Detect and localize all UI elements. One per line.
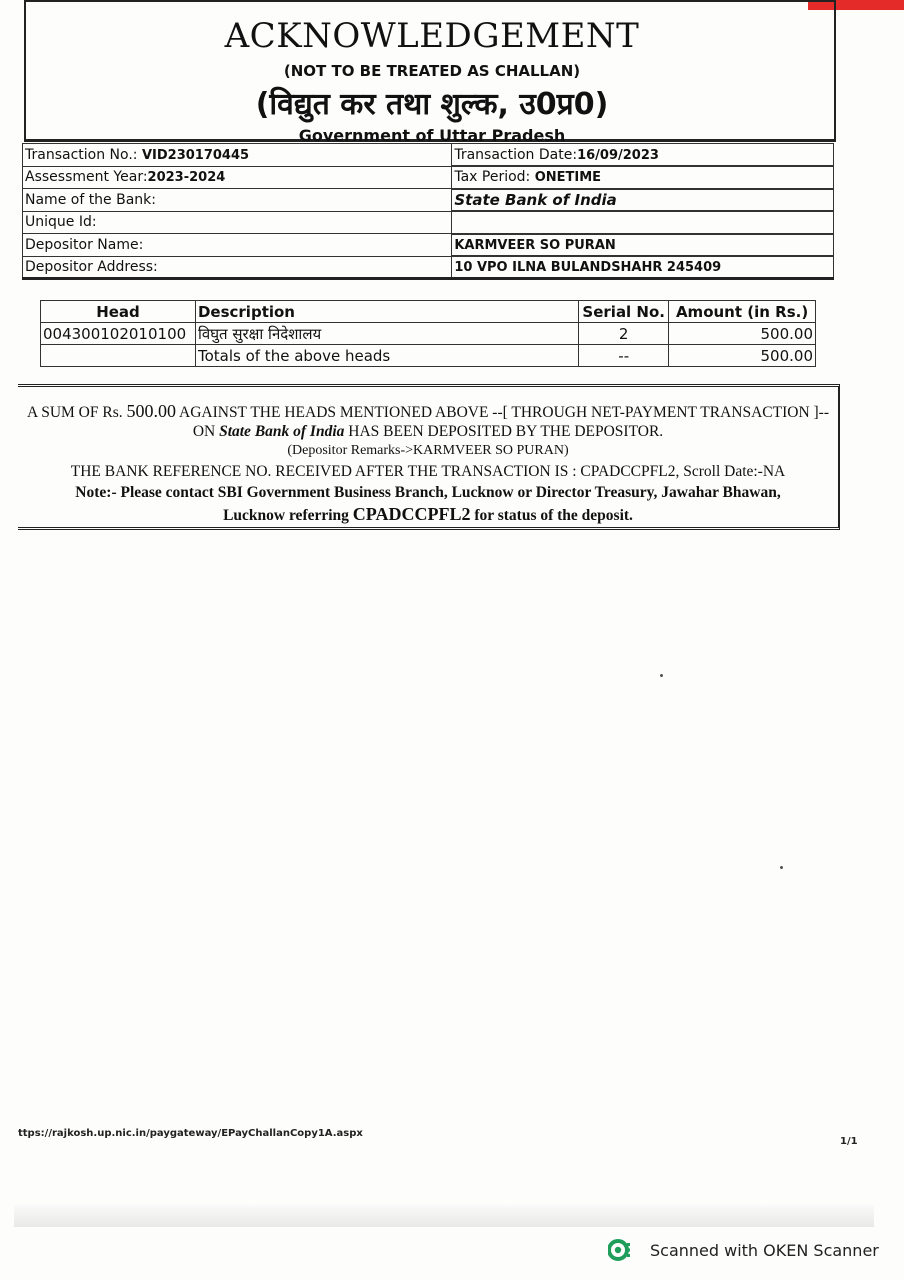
depositor-address-value: 10 VPO ILNA BULANDSHAHR 245409 bbox=[454, 260, 722, 275]
column-header-description: Description bbox=[195, 301, 578, 323]
depositor-name-cell bbox=[23, 234, 452, 257]
hindi-title: (विद्युत कर तथा शुल्क, उ0प्र0) bbox=[255, 87, 609, 122]
summary-bank-reference: THE BANK REFERENCE NO. RECEIVED AFTER THE TRANSACTION IS : CPADCCPFL2, Scroll Date:-NA bbox=[70, 463, 786, 480]
totals-row bbox=[41, 345, 816, 367]
page-number: 1/1 bbox=[840, 1136, 858, 1147]
table-row bbox=[41, 323, 816, 345]
tax-period-cell bbox=[452, 166, 834, 189]
summary-heads-text: AGAINST THE HEADS MENTIONED ABOVE --[ THROUGH NET-PAYMENT TRANSACTION ]-- bbox=[175, 404, 830, 421]
summary-depositor-remarks: (Depositor Remarks->KARMVEER SO PURAN) bbox=[287, 443, 569, 458]
summary-lucknow-text: Lucknow referring bbox=[223, 507, 353, 524]
summary-line-2 bbox=[18, 423, 838, 441]
transaction-no-value: VID230170445 bbox=[141, 147, 250, 163]
summary-note bbox=[18, 484, 838, 502]
depositor-address-value-cell bbox=[452, 256, 834, 279]
scan-speck bbox=[660, 674, 663, 677]
details-row bbox=[23, 256, 834, 279]
totals-serial-cell: -- bbox=[579, 345, 669, 367]
assessment-year-value: 2023-2024 bbox=[147, 170, 226, 186]
depositor-name-label: Depositor Name: bbox=[25, 236, 144, 253]
bank-label: Name of the Bank: bbox=[25, 191, 157, 208]
head-code-cell: 004300102010100 bbox=[41, 323, 196, 345]
summary-note-text: Note:- Please contact SBI Government Business Branch, Lucknow or Director Treasury, Jawahar Bhawan, bbox=[75, 484, 781, 501]
government-name: Government of Uttar Pradesh bbox=[298, 126, 566, 145]
unique-id-cell bbox=[23, 211, 452, 234]
paper-edge-shadow bbox=[14, 1205, 874, 1227]
summary-bank: State Bank of India bbox=[219, 423, 345, 440]
amount-cell: 500.00 bbox=[669, 323, 816, 345]
document-title: ACKNOWLEDGEMENT bbox=[224, 16, 640, 56]
depositor-name-value: KARMVEER SO PURAN bbox=[454, 237, 616, 253]
details-row bbox=[23, 144, 834, 167]
heads-table bbox=[40, 300, 816, 367]
deposit-summary bbox=[18, 384, 840, 530]
heads-header-row bbox=[41, 301, 816, 323]
totals-description-cell: Totals of the above heads bbox=[195, 345, 578, 367]
details-row bbox=[23, 189, 834, 212]
assessment-year-cell bbox=[23, 166, 452, 189]
summary-reference-code: CPADCCPFL2 bbox=[352, 504, 471, 524]
description-cell: विघुत सुरक्षा निदेशालय bbox=[195, 323, 578, 345]
summary-prefix: A SUM OF Rs. bbox=[26, 404, 127, 421]
summary-amount: 500.00 bbox=[126, 401, 176, 421]
details-row bbox=[23, 234, 834, 257]
transaction-date-value: 16/09/2023 bbox=[577, 147, 659, 163]
details-row bbox=[23, 211, 834, 234]
tax-period-label: Tax Period: bbox=[454, 169, 535, 186]
unique-id-label: Unique Id: bbox=[25, 214, 97, 231]
depositor-name-value-cell bbox=[452, 234, 834, 257]
summary-status-text: for status of the deposit. bbox=[470, 507, 633, 524]
summary-line-6 bbox=[18, 504, 838, 525]
acknowledgement-header bbox=[24, 0, 836, 145]
scanner-watermark bbox=[608, 1238, 879, 1262]
column-header-serial: Serial No. bbox=[579, 301, 669, 323]
transaction-no-label: Transaction No.: bbox=[25, 146, 142, 163]
scanner-label: Scanned with OKEN Scanner bbox=[650, 1240, 879, 1260]
bank-name-cell bbox=[452, 189, 834, 212]
oken-scanner-logo-icon bbox=[608, 1238, 634, 1262]
bank-name-value: State Bank of India bbox=[454, 190, 617, 209]
column-header-amount: Amount (in Rs.) bbox=[669, 301, 816, 323]
summary-line-1 bbox=[18, 401, 838, 422]
totals-head-cell bbox=[41, 345, 196, 367]
document-subtitle: (NOT TO BE TREATED AS CHALLAN) bbox=[283, 62, 581, 80]
transaction-no-cell bbox=[23, 144, 452, 167]
bank-label-cell bbox=[23, 189, 452, 212]
assessment-year-label: Assessment Year: bbox=[25, 169, 148, 186]
serial-cell: 2 bbox=[579, 323, 669, 345]
column-header-head: Head bbox=[41, 301, 196, 323]
depositor-address-cell bbox=[23, 256, 452, 279]
scan-speck bbox=[780, 866, 783, 869]
footer-url: ttps://rajkosh.up.nic.in/paygateway/EPayChallanCopy1A.aspx bbox=[18, 1128, 363, 1139]
unique-id-value-cell bbox=[452, 211, 834, 234]
totals-amount-cell: 500.00 bbox=[669, 345, 816, 367]
details-row bbox=[23, 166, 834, 189]
depositor-address-label: Depositor Address: bbox=[25, 258, 158, 275]
transaction-date-cell bbox=[452, 144, 834, 167]
summary-on: ON bbox=[192, 423, 220, 440]
transaction-date-label: Transaction Date: bbox=[454, 146, 578, 163]
transaction-details-table bbox=[22, 143, 834, 280]
summary-deposited-text: HAS BEEN DEPOSITED BY THE DEPOSITOR. bbox=[344, 423, 664, 440]
tax-period-value: ONETIME bbox=[534, 170, 602, 186]
